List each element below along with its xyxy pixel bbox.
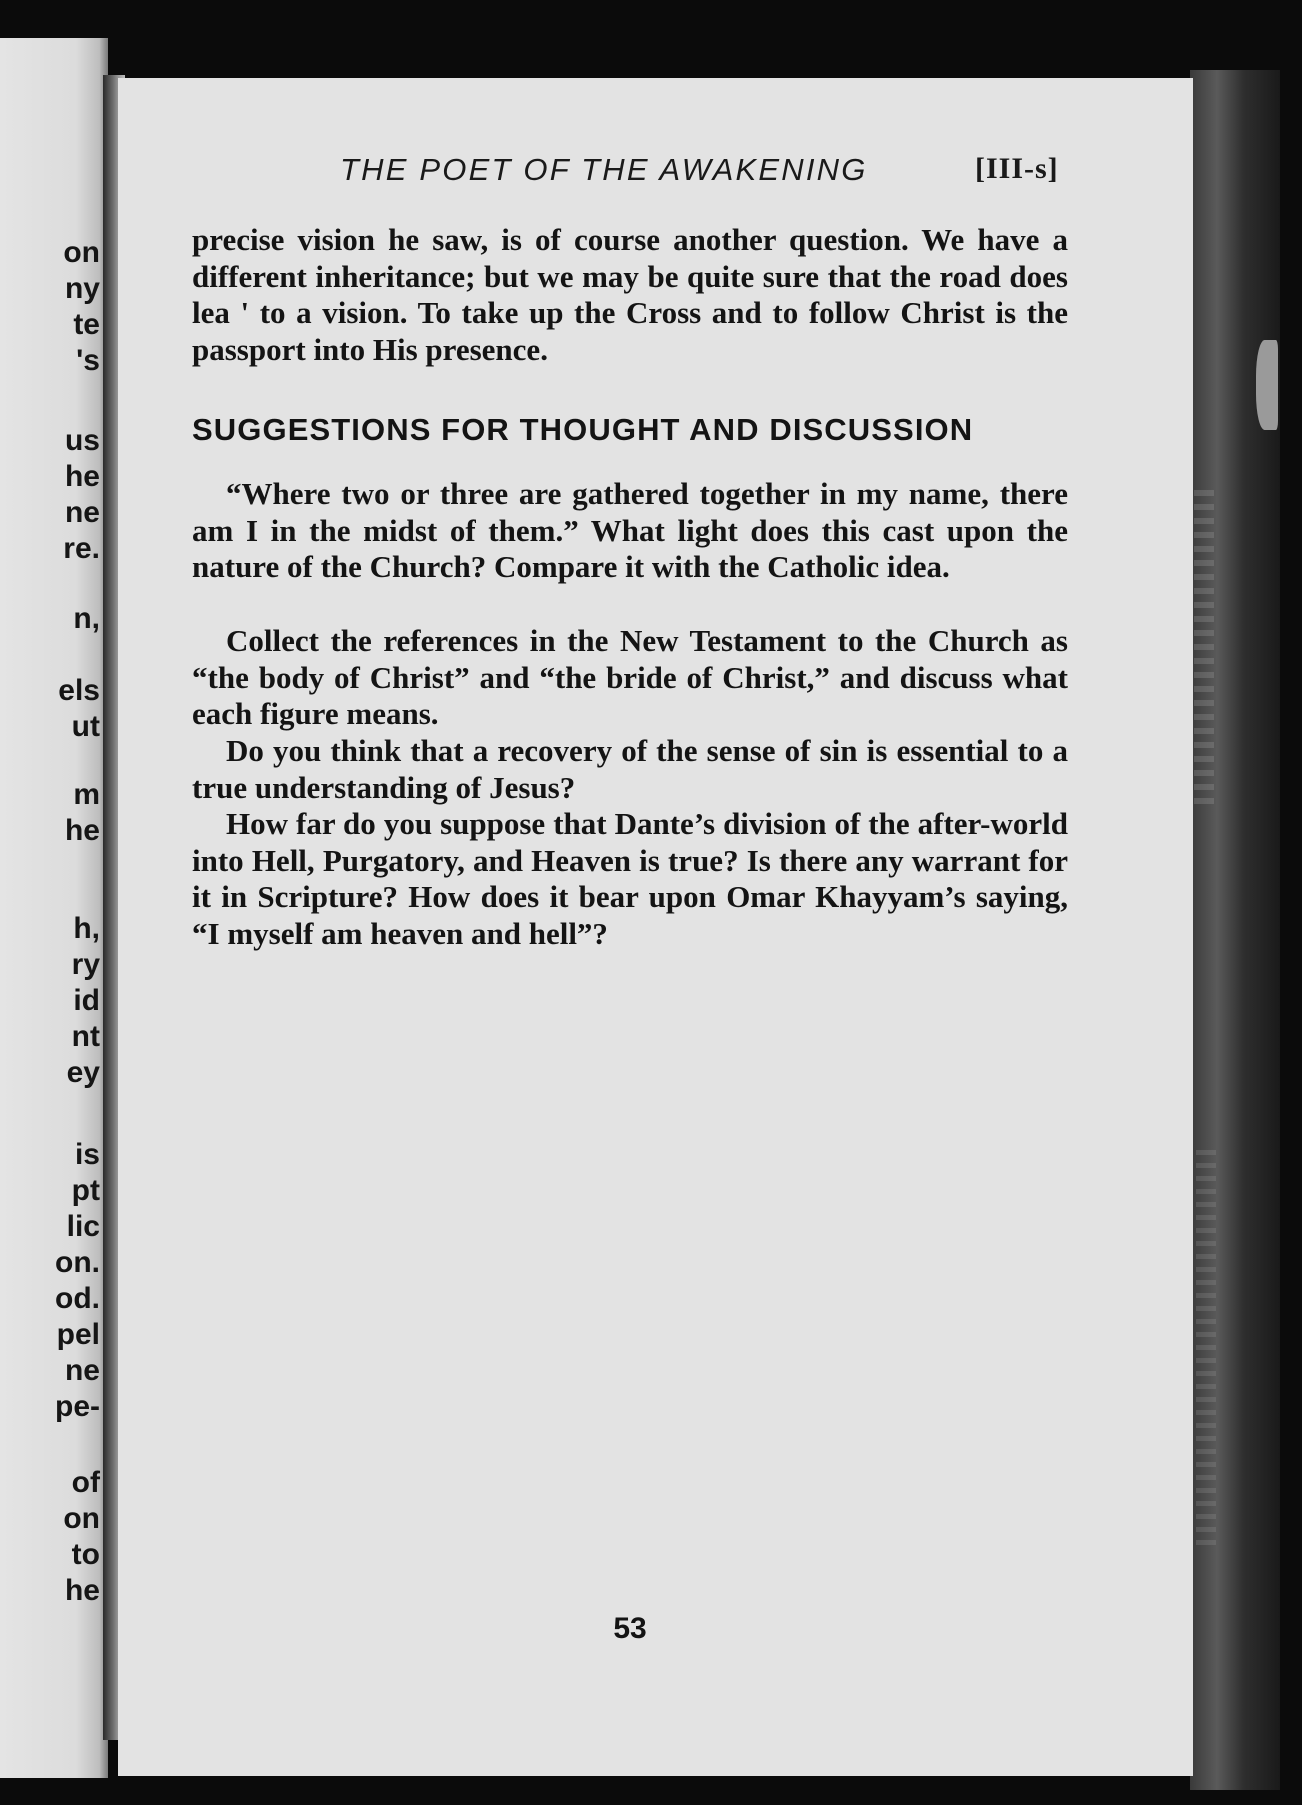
left-page-fragment: id <box>73 984 100 1017</box>
left-page-fragment: n, <box>73 602 100 635</box>
running-head-title: THE POET OF THE AWAKENING <box>340 152 868 187</box>
discussion-question: Do you think that a recovery of the sense of sin is essential to a true understanding of Jesus? <box>192 733 1068 805</box>
left-page-fragment: h, <box>73 912 100 945</box>
discussion-question: How far do you suppose that Dante’s division of the after-world into Hell, Purgatory, and Heaven is true? Is there any warrant for it in Scripture? How does it bear upon Omar Khayyam’s saying, “I myself am heaven and hell”? <box>192 806 1068 951</box>
paper-tab <box>1256 340 1278 430</box>
left-page-fragment: of <box>71 1466 100 1499</box>
discussion-question: Collect the references in the New Testament to the Church as “the body of Christ” and “the bride of Christ,” and discuss what each figure means. <box>192 623 1068 732</box>
left-page-fragment: od. <box>55 1282 100 1315</box>
left-page-fragment: he <box>64 460 100 493</box>
left-page-fragment: on <box>63 236 100 269</box>
left-page-fragment: to <box>71 1538 100 1571</box>
left-page-fragment: on. <box>55 1246 100 1279</box>
left-page-fragment: us <box>64 424 100 457</box>
left-page-fragment: ne <box>64 1354 100 1387</box>
library-stamp-mark <box>1194 490 1214 810</box>
library-stamp-mark <box>1196 1150 1216 1550</box>
left-page-fragment: ne <box>64 496 100 529</box>
left-page-fragment: pel <box>56 1318 100 1351</box>
left-page-fragment: ry <box>71 948 100 981</box>
left-page-fragment: pt <box>71 1174 100 1207</box>
left-page-fragment: 's <box>76 344 100 377</box>
book-edge <box>1190 70 1280 1790</box>
discussion-question: “Where two or three are gathered together in my name, there am I in the midst of them.” What light does this cast upon the nature of the Church? Compare it with the Catholic idea. <box>192 476 1068 585</box>
left-page-fragment: he <box>64 1574 100 1607</box>
left-page-fragment: ut <box>71 710 100 743</box>
left-page-fragment: te <box>73 308 100 341</box>
left-page-fragment: is <box>74 1138 100 1171</box>
section-reference: [III-s] <box>975 152 1059 185</box>
left-page-fragment: nt <box>71 1020 100 1053</box>
left-page-fragment: re. <box>63 532 100 565</box>
page-number: 53 <box>613 1612 647 1645</box>
body-paragraph: precise vision he saw, is of course another question. We have a different inheritance; but we may be quite sure that the road does lea ' to a vision. To take up the Cross and to follow Christ is the passport into His presence. <box>192 222 1068 367</box>
left-page-fragment: ny <box>64 272 100 305</box>
left-page-fragment: m <box>73 778 100 811</box>
left-page-fragment: on <box>63 1502 100 1535</box>
left-page-fragment: he <box>64 814 100 847</box>
previous-page-edge <box>0 38 108 1778</box>
left-page-fragment: pe- <box>55 1390 100 1423</box>
left-page-fragment: ey <box>66 1056 100 1089</box>
left-page-fragment: els <box>58 674 100 707</box>
left-page-fragment: lic <box>66 1210 100 1243</box>
section-heading: SUGGESTIONS FOR THOUGHT AND DISCUSSION <box>192 412 974 447</box>
